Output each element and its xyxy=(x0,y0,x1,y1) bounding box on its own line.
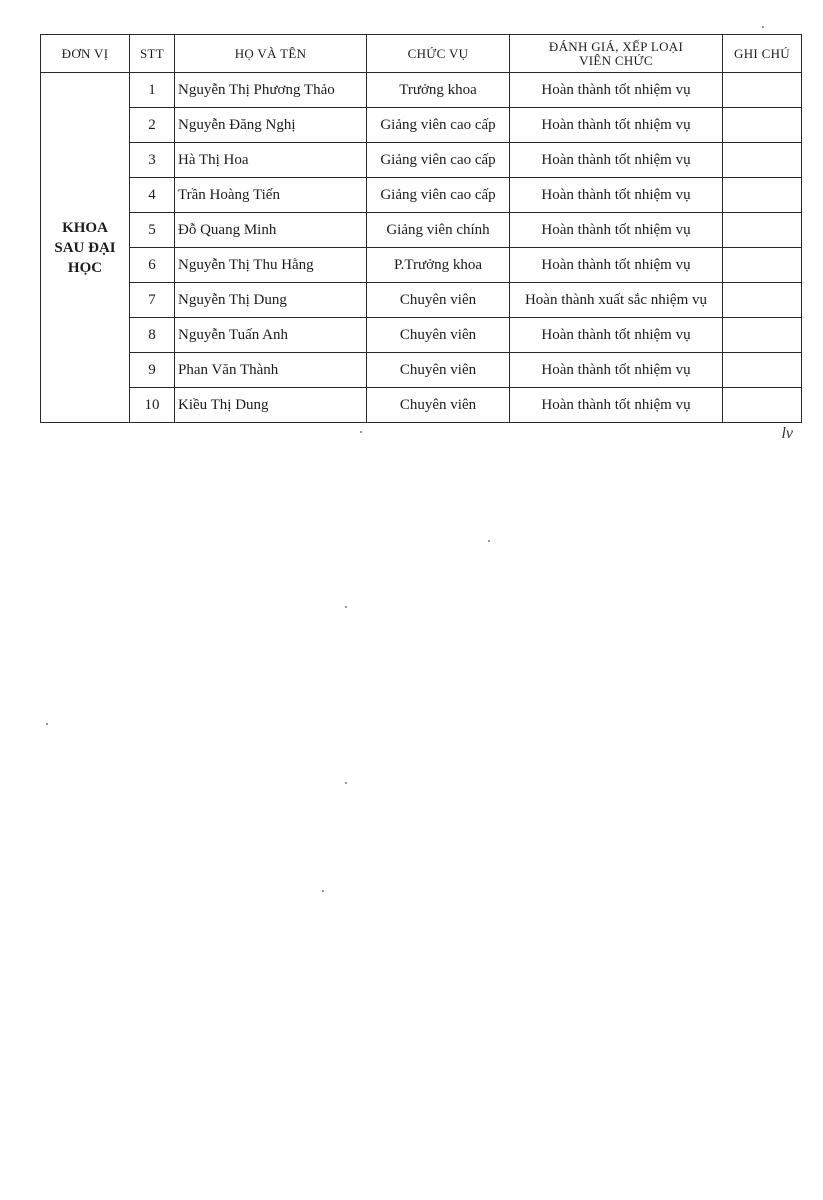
header-evaluation-line2: VIÊN CHỨC xyxy=(579,52,653,68)
table-header-row xyxy=(41,35,802,73)
scan-speck xyxy=(360,431,362,433)
evaluation-cell: Hoàn thành tốt nhiệm vụ xyxy=(510,213,723,248)
position-cell: Chuyên viên xyxy=(367,353,510,388)
position-cell: Giảng viên cao cấp xyxy=(367,108,510,143)
position-cell: Chuyên viên xyxy=(367,388,510,423)
stt-cell: 5 xyxy=(130,213,175,248)
evaluation-cell: Hoàn thành tốt nhiệm vụ xyxy=(510,388,723,423)
name-cell: Nguyễn Thị Dung xyxy=(175,283,367,318)
name-cell: Kiều Thị Dung xyxy=(175,388,367,423)
scan-speck xyxy=(322,890,324,892)
name-cell: Trần Hoàng Tiến xyxy=(175,178,367,213)
header-evaluation-line1: ĐÁNH GIÁ, XẾP LOẠI xyxy=(548,38,684,54)
scan-speck xyxy=(345,782,347,784)
table-row xyxy=(41,143,802,178)
evaluation-cell: Hoàn thành tốt nhiệm vụ xyxy=(510,353,723,388)
stt-cell: 3 xyxy=(130,143,175,178)
position-cell: Trưởng khoa xyxy=(367,73,510,108)
position-cell: P.Trưởng khoa xyxy=(367,248,510,283)
evaluation-cell: Hoàn thành tốt nhiệm vụ xyxy=(510,318,723,353)
scan-speck xyxy=(46,723,48,725)
note-cell xyxy=(723,283,802,318)
table-row xyxy=(41,353,802,388)
stt-cell: 6 xyxy=(130,248,175,283)
table-row xyxy=(41,248,802,283)
table-row xyxy=(41,318,802,353)
name-cell: Phan Văn Thành xyxy=(175,353,367,388)
header-name: HỌ VÀ TÊN xyxy=(175,35,367,73)
position-cell: Chuyên viên xyxy=(367,318,510,353)
stt-cell: 7 xyxy=(130,283,175,318)
stt-cell: 1 xyxy=(130,73,175,108)
stt-cell: 9 xyxy=(130,353,175,388)
scan-speck xyxy=(345,606,347,608)
evaluation-cell: Hoàn thành tốt nhiệm vụ xyxy=(510,143,723,178)
position-cell: Giảng viên cao cấp xyxy=(367,143,510,178)
header-note: GHI CHÚ xyxy=(723,35,802,73)
evaluation-sheet xyxy=(40,34,802,423)
stt-cell: 4 xyxy=(130,178,175,213)
note-cell xyxy=(723,73,802,108)
name-cell: Đỗ Quang Minh xyxy=(175,213,367,248)
evaluation-table xyxy=(40,34,802,423)
note-cell xyxy=(723,178,802,213)
unit-name-line1: KHOA xyxy=(62,219,108,236)
header-evaluation xyxy=(510,35,723,73)
header-unit: ĐƠN VỊ xyxy=(41,35,130,73)
table-row xyxy=(41,108,802,143)
unit-name-line3: HỌC xyxy=(67,259,103,276)
evaluation-cell: Hoàn thành tốt nhiệm vụ xyxy=(510,178,723,213)
position-cell: Giảng viên chính xyxy=(367,213,510,248)
name-cell: Nguyễn Thị Phương Thảo xyxy=(175,73,367,108)
name-cell: Hà Thị Hoa xyxy=(175,143,367,178)
header-position: CHỨC VỤ xyxy=(367,35,510,73)
scan-speck xyxy=(488,540,490,542)
evaluation-cell: Hoàn thành tốt nhiệm vụ xyxy=(510,248,723,283)
evaluation-cell: Hoàn thành xuất sắc nhiệm vụ xyxy=(510,283,723,318)
table-row xyxy=(41,178,802,213)
evaluation-cell: Hoàn thành tốt nhiệm vụ xyxy=(510,108,723,143)
position-cell: Giảng viên cao cấp xyxy=(367,178,510,213)
note-cell xyxy=(723,213,802,248)
note-cell xyxy=(723,353,802,388)
unit-cell xyxy=(41,73,130,423)
stt-cell: 8 xyxy=(130,318,175,353)
unit-name-line2: SAU ĐẠI xyxy=(54,239,116,256)
position-cell: Chuyên viên xyxy=(367,283,510,318)
note-cell xyxy=(723,248,802,283)
name-cell: Nguyễn Tuấn Anh xyxy=(175,318,367,353)
table-row xyxy=(41,283,802,318)
evaluation-cell: Hoàn thành tốt nhiệm vụ xyxy=(510,73,723,108)
table-row xyxy=(41,213,802,248)
stt-cell: 2 xyxy=(130,108,175,143)
initials-mark: lv xyxy=(781,425,793,442)
name-cell: Nguyễn Thị Thu Hằng xyxy=(175,248,367,283)
header-stt: STT xyxy=(130,35,175,73)
note-cell xyxy=(723,318,802,353)
note-cell xyxy=(723,388,802,423)
table-row xyxy=(41,73,802,108)
name-cell: Nguyễn Đăng Nghị xyxy=(175,108,367,143)
stt-cell: 10 xyxy=(130,388,175,423)
table-row xyxy=(41,388,802,423)
scan-speck xyxy=(762,26,764,28)
note-cell xyxy=(723,108,802,143)
note-cell xyxy=(723,143,802,178)
